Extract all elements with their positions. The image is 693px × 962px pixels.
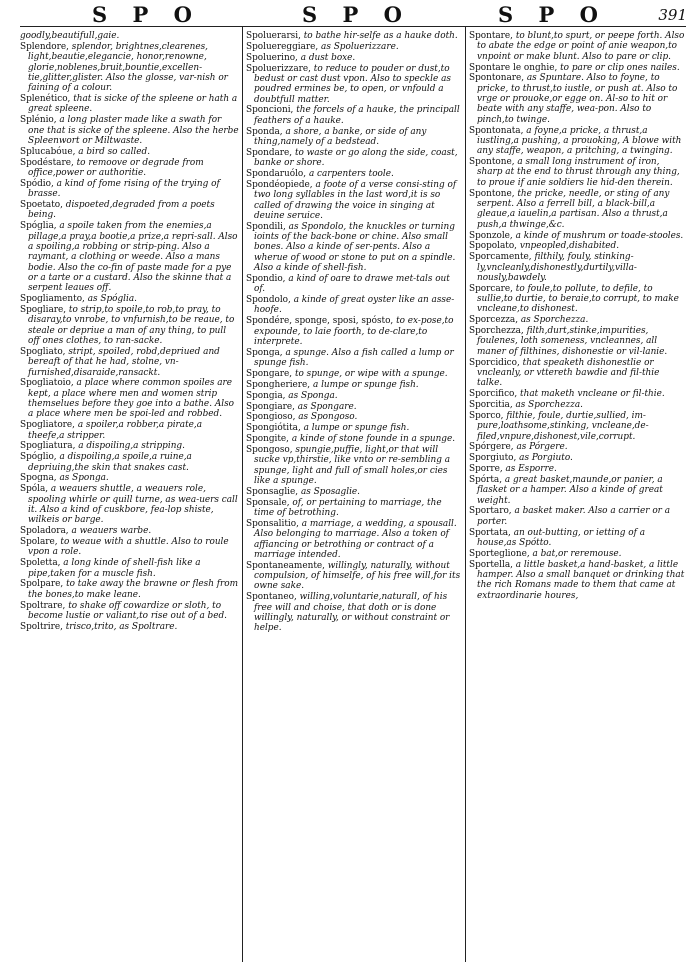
dictionary-entry — [20, 147, 239, 157]
entry-definition: as Spongare. — [297, 401, 357, 412]
entry-definition: as Spongoso. — [298, 412, 358, 423]
dictionary-entry — [246, 148, 462, 169]
entry-definition: as Spondolo, the knuckles or turning ioints of the back-bone or chine. Also small bones. Also a kinde of ser-pents. Also a wherue of wood or stone to put on a spindle. Also a kinde of shell-fish. — [254, 221, 456, 274]
entry-definition: a carpenters toole. — [308, 168, 394, 179]
entry-headword: Spodéstare, — [20, 157, 74, 168]
entry-definition: trisco,trito, as Spoltrare. — [65, 621, 178, 632]
entry-headword: Splenético, — [20, 94, 71, 105]
dictionary-entry — [20, 347, 239, 378]
entry-headword: Spontare, — [469, 31, 513, 41]
entry-definition: to blunt,to spurt, or peepe forth. Also to abate the edge or point of anie weapon,to vnpoint or make blunt. Also to pare or clip. — [477, 31, 685, 62]
entry-definition: to spunge, or wipe with a spunge. — [294, 369, 448, 379]
entry-definition: a kind of oare to drawe met-tals out of. — [254, 273, 450, 295]
dictionary-entry — [20, 200, 239, 221]
entry-definition: a dispoiling,a spoile,a ruine,a depriuing,the skin that snakes cast. — [28, 452, 192, 473]
dictionary-entry — [246, 274, 462, 295]
entry-headword: Spondaruólo, — [246, 168, 307, 179]
entry-definition: a weauers shuttle, a weauers role, spooling whirle or quill turne, as wea-uers call it. Also a kind of cuskbore, fea-lop shiste, wilkeis or barge. — [28, 484, 238, 526]
entry-headword: Sporcare, — [469, 283, 513, 294]
entry-headword: Spongheriere, — [246, 379, 311, 390]
dictionary-entry — [469, 284, 687, 315]
dictionary-entry — [20, 579, 239, 600]
dictionary-entry — [20, 601, 239, 622]
dictionary-entry — [20, 420, 239, 441]
entry-headword: Spoltrire, — [20, 621, 63, 632]
dictionary-entry — [246, 498, 462, 519]
header-rule — [20, 26, 686, 27]
entry-definition: to remoove or degrade from office,power or authoritie. — [28, 157, 204, 178]
entry-definition: as Sporchezza. — [520, 315, 589, 326]
page-number: 391 — [658, 6, 687, 24]
entry-definition: that maketh vncleane or fil-thie. — [520, 389, 665, 400]
entry-headword: Sponsale, — [246, 497, 290, 508]
dictionary-entry — [246, 316, 462, 347]
entry-definition: as Sposaglie. — [300, 486, 360, 497]
dictionary-entry — [469, 358, 687, 389]
entry-definition: goodly,beautifull,gaie. — [20, 31, 120, 41]
entry-definition: a dust boxe. — [300, 52, 356, 63]
entry-headword: Sportata, — [469, 527, 511, 538]
entry-headword: Sporcidico, — [469, 357, 520, 368]
dictionary-entry — [246, 423, 462, 433]
entry-definition: as Sponga. — [288, 390, 338, 401]
entry-definition: a place where common spoiles are kept, a place where men and women strip themselues before they goe into a bathe. Also a place where men be spoi-led and robbed. — [28, 378, 234, 420]
dictionary-entry — [20, 94, 239, 115]
dictionary-entry — [469, 231, 687, 241]
dictionary-entry — [20, 305, 239, 346]
entry-headword: Spórgere, — [469, 442, 514, 453]
entry-headword: Spóglia, — [20, 221, 57, 232]
entry-headword: Sporgiuto, — [469, 453, 517, 464]
entry-headword: Spopolato, — [469, 241, 517, 252]
entry-headword: Sporcezza, — [469, 315, 519, 326]
dictionary-entry — [246, 105, 462, 126]
entry-headword: Sportaro, — [469, 506, 512, 517]
dictionary-entry — [246, 380, 462, 390]
column-divider-2 — [465, 27, 466, 962]
entry-definition: a kinde of great oyster like an asse-hoofe. — [254, 295, 455, 316]
entry-definition: a foyne,a pricke, a thrust,a iustling,a pushing, a prouoking, A blowe with any staffe, weapon, a pritching, a twinging. — [477, 125, 682, 157]
entry-definition: a basket maker. Also a carrier or a porter. — [477, 506, 671, 527]
entry-definition: a bat,or reremouse. — [532, 548, 622, 559]
entry-definition: a foote of a verse consi-sting of two long syllables in the last word,it is so called of drawing the voice in singing at deuine seruice. — [254, 179, 457, 221]
entry-headword: Spondolo, — [246, 295, 291, 306]
entry-headword: Spoluerizzare, — [246, 63, 311, 74]
entry-definition: that is sicke of the spleene or hath a great spleene. — [28, 94, 238, 115]
entry-definition: a spoiler,a robber,a pirate,a theefe,a stripper. — [28, 420, 203, 441]
entry-headword: Spongiótita, — [246, 423, 301, 434]
entry-definition: as Spoluerizzare. — [321, 41, 399, 52]
dictionary-entry — [469, 400, 687, 410]
entry-headword: Sporchezza, — [469, 326, 524, 337]
entry-definition: a marriage, a wedding, a spousall. Also belonging to marriage. Also a token of affiancing or betrothing or contract of a marriage intended. — [254, 518, 457, 560]
entry-definition: a kind of fome rising of the trying of brasse. — [28, 178, 220, 200]
entry-definition: a shore, a banke, or side of any thing,namely of a bedstead. — [254, 126, 427, 147]
dictionary-entry — [469, 506, 687, 527]
dictionary-entry — [246, 412, 462, 422]
entry-headword: Spogliatura, — [20, 441, 76, 452]
dictionary-entry — [469, 126, 687, 157]
dictionary-entry — [246, 348, 462, 369]
entry-headword: Spondére, sponge, sposi, spósto, — [246, 316, 394, 327]
entry-headword: Spogliatoio, — [20, 378, 74, 389]
entry-headword: Sponsaglie, — [246, 486, 299, 497]
entry-headword: Spogna, — [20, 473, 57, 484]
entry-headword: Spogliare, — [20, 304, 67, 315]
dictionary-entry — [246, 561, 462, 592]
dictionary-column-1 — [20, 31, 239, 960]
entry-definition: dispoeted,degraded from a poets being. — [28, 200, 215, 221]
entry-headword: Sporcifico, — [469, 389, 518, 400]
dictionary-entry — [246, 31, 462, 41]
dictionary-entry — [469, 326, 687, 357]
entry-definition: as Esporre. — [505, 464, 557, 475]
dictionary-entry — [469, 453, 687, 463]
dictionary-entry — [469, 63, 687, 73]
entry-definition: a spoile taken from the enemies,a pillage,a pray,a bootie,a prize,a repri-sall. Also a spoiling,a robbing or strip-ping. Also a raymant, a clothing or weede. Also a mans bodie. Also the co-fin of paste made for a pye or a tarte or a custard. Also the skinne that a serpent leaues off. — [28, 221, 238, 294]
entry-headword: Splucabóue, — [20, 146, 76, 157]
entry-headword: Spongite, — [246, 434, 289, 445]
dictionary-entry — [20, 484, 239, 525]
dictionary-entry — [246, 42, 462, 52]
running-header — [0, 2, 693, 26]
entry-definition: to take away the brawne or flesh from the bones,to make leane. — [28, 579, 239, 600]
dictionary-entry — [20, 378, 239, 419]
entry-headword: Spongoso, — [246, 444, 293, 455]
dictionary-entry — [20, 537, 239, 558]
entry-definition: a small long instrument of iron, sharp at the end to thrust through any thing, to proue if anie soldiers lie hid-den therein. — [477, 157, 680, 188]
entry-definition: as Porgiuto. — [519, 453, 573, 464]
entry-definition: the pricke, needle, or sting of any serpent. Also a ferrell bill, a black-bill,a gleaue,a iauelin,a partisan. Also a thrust,a push,a thwinge,&c. — [477, 188, 670, 230]
entry-headword: Spondio, — [246, 273, 286, 284]
dictionary-entry — [246, 127, 462, 148]
dictionary-entry — [469, 389, 687, 399]
dictionary-entry — [469, 475, 687, 506]
entry-headword: Spódio, — [20, 178, 54, 189]
entry-definition: filth,durt,stinke,impurities, foulenes, loth someness, vncleannes, all maner of filthines, dishonestie or vil-lanie. — [477, 326, 668, 357]
entry-headword: Spontone, — [469, 157, 515, 168]
entry-definition: willing,voluntarie,naturall, of his free will and choise, that doth or is done willingly, naturally, or without constraint or helpe. — [254, 592, 450, 634]
entry-definition: to weaue with a shuttle. Also to roule vpon a role. — [28, 537, 229, 558]
dictionary-entry — [469, 411, 687, 442]
entry-definition: a long kinde of shell-fish like a pipe,taken for a muscle fish. — [28, 558, 201, 579]
dictionary-entry — [246, 391, 462, 401]
entry-headword: Spóglio, — [20, 452, 57, 463]
entry-headword: Spogliamento, — [20, 294, 85, 305]
entry-headword: Spontone, — [469, 188, 515, 199]
entry-definition: a kinde of stone founde in a spunge. — [291, 434, 456, 445]
entry-headword: Spongioso, — [246, 412, 296, 423]
running-headword-center: S P O — [302, 2, 411, 27]
entry-headword: Spontare le onghie, — [469, 62, 558, 73]
dictionary-entry — [20, 294, 239, 304]
entry-headword: Sporco, — [469, 410, 504, 421]
entry-definition: as Pórgere. — [516, 442, 568, 453]
column-divider-1 — [242, 27, 243, 962]
entry-headword: Sponda, — [246, 126, 283, 137]
dictionary-entry — [246, 64, 462, 105]
entry-definition: a long plaster made like a swath for one that is sicke of the spleene. Also the herbe Spleenwort or Miltwaste. — [28, 115, 239, 146]
entry-definition: filthily, fouly, stinking-ly,vncleanly,dishonestly,durtily,villa-nously,bawdely. — [477, 252, 637, 283]
entry-headword: Spoltrare, — [20, 600, 66, 611]
entry-headword: Sponsalitio, — [246, 518, 299, 529]
entry-definition: as Spóglia. — [87, 294, 137, 305]
entry-headword: Sporcamente, — [469, 252, 532, 263]
entry-definition: a little basket,a hand-basket, a little hamper. Also a small banquet or drinking that the rich Romans made to them that came at extraordinarie houres, — [477, 559, 685, 601]
dictionary-entry — [246, 434, 462, 444]
dictionary-entry — [246, 369, 462, 379]
entry-definition: an out-butting, or ietting of a house,as Spótto. — [477, 527, 646, 548]
dictionary-entry — [469, 157, 687, 188]
entry-definition: filthie, foule, durtie,sullied, im-pure,loathsome,stinking, vncleane,de-filed,vnpure,dishonest,vile,corrupt. — [477, 410, 649, 442]
entry-headword: Spoletta, — [20, 558, 61, 569]
entry-headword: Sporcitia, — [469, 400, 513, 411]
entry-headword: Spoluerarsi, — [246, 31, 301, 41]
dictionary-entry — [469, 549, 687, 559]
entry-headword: Spoluerino, — [246, 52, 298, 63]
entry-definition: a weauers warbe. — [71, 526, 152, 537]
dictionary-entry — [246, 402, 462, 412]
dictionary-entry — [20, 526, 239, 536]
dictionary-entry — [246, 295, 462, 316]
entry-definition: of, or pertaining to marriage, the time of betrothing. — [254, 497, 442, 518]
entry-definition: to shake off cowardize or sloth, to become lustie or valiant,to rise out of a bed. — [28, 600, 227, 621]
entry-headword: Spóla, — [20, 484, 49, 495]
entry-definition: to foule,to pollute, to defile, to sullie,to durtie, to beraie,to corrupt, to make vncleane,to dishonest. — [477, 283, 679, 315]
entry-headword: Sporteglione, — [469, 548, 530, 559]
entry-definition: spungie,puffie, light,or that will sucke vp,thirstie, like vnto or re-sembling a spunge, light and full of small holes,or cies like a spunge. — [254, 444, 451, 486]
dictionary-entry — [469, 528, 687, 549]
entry-definition: willingly, naturally, without compulsion, of himselfe, of his free will,for its owne sake. — [254, 560, 461, 592]
entry-headword: Spongia, — [246, 390, 286, 401]
entry-headword: Spolare, — [20, 537, 58, 547]
entry-definition: to ex-pose,to expounde, to laie foorth, to de-clare,to interprete. — [254, 316, 454, 347]
dictionary-entry — [20, 452, 239, 473]
dictionary-entry — [246, 222, 462, 274]
entry-headword: Sponga, — [246, 347, 283, 358]
dictionary-entry — [20, 158, 239, 179]
dictionary-entry — [20, 31, 239, 41]
dictionary-entry — [469, 241, 687, 251]
dictionary-entry — [20, 221, 239, 293]
entry-definition: a bird so called. — [78, 146, 151, 157]
entry-headword: Sponzole, — [469, 230, 513, 241]
entry-headword: Sporre, — [469, 464, 503, 475]
entry-headword: Spontonare, — [469, 73, 525, 84]
entry-definition: to bathe hir-selfe as a hauke doth. — [303, 31, 458, 41]
entry-definition: to waste or go along the side, coast, banke or shore. — [254, 147, 458, 169]
dictionary-entry — [246, 592, 462, 633]
dictionary-entry — [469, 189, 687, 230]
entry-definition: as Sponga. — [59, 473, 109, 484]
dictionary-entry — [20, 42, 239, 94]
dictionary-column-3 — [469, 31, 687, 960]
entry-definition: to strip,to spoile,to rob,to pray, to disaray,to vnrobe, to vnfurnish,to be reaue, to steale or depriue a man of any thing, to pull off ones clothes, to ran-sacke. — [28, 304, 235, 346]
entry-definition: a dispoiling,a stripping. — [78, 441, 185, 452]
entry-headword: Spogliatore, — [20, 420, 75, 431]
entry-headword: Spongiare, — [246, 401, 295, 412]
dictionary-entry — [20, 473, 239, 483]
dictionary-entry — [20, 558, 239, 579]
entry-definition: as Spuntare. Also to foyne, to pricke, to thrust,to iustle, or push at. Also to vrge or prouoke,or egge on. Al-so to hit or beate with any staffe, wea-pon. Also to pinch,to twinge. — [477, 73, 678, 125]
dictionary-entry — [246, 169, 462, 179]
entry-definition: a lumpe or spunge fish. — [303, 423, 410, 434]
dictionary-entry — [20, 179, 239, 200]
entry-definition: splendor, brightnes,clearenes, light,beautie,elegancie, honor,renowne, glorie,noblenes,bruit,bountie,excellen-tie,glitter,glister. Also the glosse, var-nish or faining of a colour. — [28, 41, 228, 94]
entry-definition: a lumpe or spunge fish. — [312, 379, 419, 390]
dictionary-entry — [469, 464, 687, 474]
entry-headword: Spondare, — [246, 147, 293, 158]
dictionary-entry — [246, 180, 462, 221]
entry-headword: Sponcioni, — [246, 105, 294, 116]
entry-headword: Spondili, — [246, 221, 286, 232]
entry-headword: Sportella, — [469, 559, 513, 570]
dictionary-entry — [246, 519, 462, 560]
entry-headword: Splendore, — [20, 41, 69, 52]
dictionary-entry — [469, 560, 687, 601]
dictionary-entry — [20, 622, 239, 632]
entry-headword: Spolpare, — [20, 579, 64, 590]
entry-headword: Spondéopiede, — [246, 179, 313, 190]
dictionary-entry — [469, 442, 687, 452]
entry-headword: Spoladora, — [20, 526, 69, 537]
entry-headword: Spongare, — [246, 369, 293, 379]
dictionary-entry — [246, 53, 462, 63]
entry-headword: Spoluereggiare, — [246, 41, 319, 52]
dictionary-entry — [246, 445, 462, 486]
dictionary-entry — [20, 115, 239, 146]
entry-definition: that speaketh dishonestlie or vncleanly, or vttereth bawdie and fil-thie talke. — [477, 357, 660, 389]
running-headword-left: S P O — [92, 2, 201, 27]
dictionary-entry — [469, 252, 687, 283]
entry-definition: a spunge. Also a fish called a lump or spunge fish. — [254, 347, 454, 369]
entry-definition: to reduce to pouder or dust,to bedust or cast dust vpon. Also to speckle as poudred ermines be, to open, or vnfould a doubtfull matter. — [254, 63, 451, 105]
dictionary-entry — [469, 315, 687, 325]
dictionary-entry — [469, 31, 687, 62]
running-headword-right: S P O — [498, 2, 607, 27]
entry-definition: to pare or clip ones nailes. — [560, 62, 680, 73]
entry-definition: a kinde of mushrum or toade-stooles. — [515, 230, 684, 241]
dictionary-column-2 — [246, 31, 462, 960]
entry-definition: stript, spoiled, robd,depriued and bereaft of that he had, stolne, vn-furnished,disaraide,ransackt. — [28, 346, 220, 378]
entry-definition: the forcels of a hauke, the principall feathers of a hauke. — [254, 105, 460, 126]
entry-headword: Spontaneo, — [246, 592, 297, 603]
entry-headword: Spogliato, — [20, 346, 66, 357]
entry-headword: Spontaneamente, — [246, 560, 325, 571]
entry-headword: Splénio, — [20, 115, 57, 126]
entry-definition: vnpeopled,dishabited. — [519, 241, 620, 252]
entry-definition: as Sporchezza. — [515, 400, 583, 411]
dictionary-entry — [20, 441, 239, 451]
entry-definition: a great basket,maunde,or panier, a flasket or a hamper. Also a kinde of great weight. — [477, 474, 663, 506]
entry-headword: Spórta, — [469, 474, 503, 485]
dictionary-entry — [469, 73, 687, 125]
dictionary-entry — [246, 487, 462, 497]
entry-headword: Spoetato, — [20, 200, 63, 210]
entry-headword: Spontonata, — [469, 125, 524, 136]
